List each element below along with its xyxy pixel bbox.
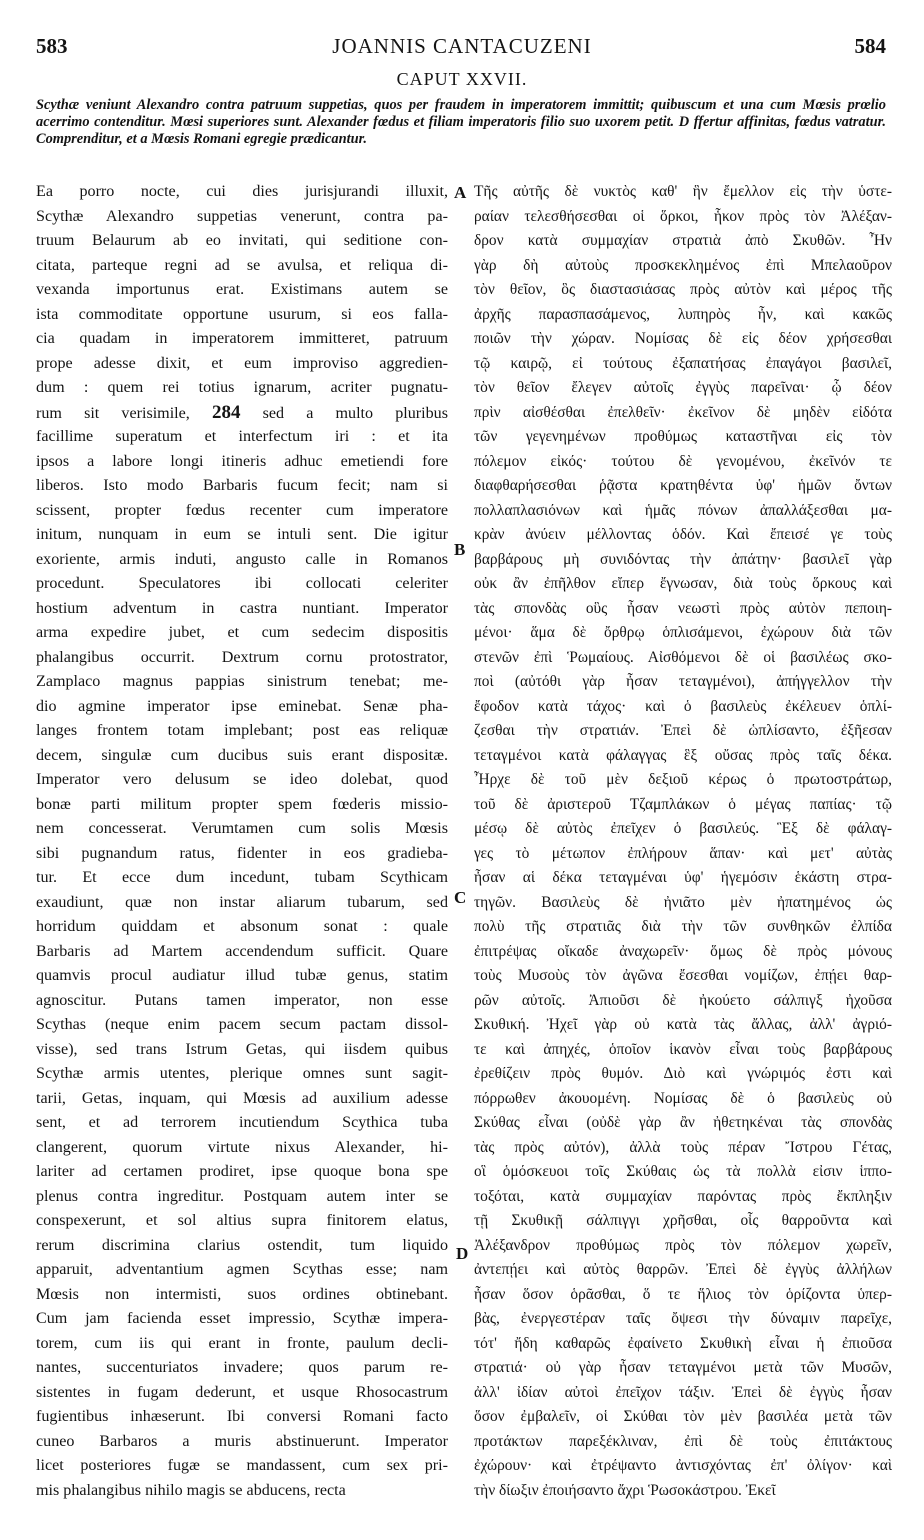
- greek-line: τοξόται, κατὰ συμμαχίαν παρόντας πρὸς ἔκπληξιν: [474, 1187, 892, 1205]
- latin-line: citata, parteque regni ad se avulsa, et reliqua di-: [36, 256, 448, 274]
- latin-line: horridum quiddam et absonum sonat : quale: [36, 918, 448, 935]
- latin-line: plenus contra ingreditur. Postquam autem inter se: [36, 1187, 448, 1205]
- greek-line: τῷ καιρῷ, εἰ τούτους ἐξαπατήσας ἐπαγάγοι βασιλεῖ,: [474, 354, 892, 372]
- greek-line: προτάκτων παρεξέκλιναν, ἐπὶ δὲ τοὺς ἐπιτάκτους: [474, 1432, 892, 1450]
- latin-line: cia quadam in imperatorem immitteret, patruum: [36, 330, 448, 347]
- latin-line: cuneo Barbaros a muris abstinuerunt. Imperator: [36, 1432, 448, 1450]
- latin-line: [36, 401, 448, 426]
- margin-letter-a: A: [454, 183, 467, 202]
- greek-line: τὸν θεῖον ἔλεγεν αὐτοῖς ἐγγὺς παρεῖναι· ᾧ δέον: [474, 379, 892, 396]
- margin-letter-b: B: [454, 540, 466, 559]
- latin-line: Scythas (neque enim pacem secum pactam dissol-: [36, 1016, 448, 1033]
- greek-line: τὴν δίωξιν ἐποιήσαντο ἄχρι Ῥωσοκάστρου. Ἐκεῖ: [474, 1481, 776, 1499]
- latin-line: rerum discrimina clarius ostendit, tum liquido: [36, 1236, 448, 1254]
- latin-line: Barbaris ad Martem accendendum sufficit. Quare: [36, 942, 448, 960]
- latin-line: torem, cum iis qui erant in fronte, paulum decli-: [36, 1334, 448, 1352]
- latin-line: Mœsis non intermisti, suos ordines obtinebant.: [36, 1285, 448, 1303]
- latin-line: nem concesserat. Verumtamen cum solis Mœsis: [36, 820, 448, 837]
- greek-line: τὸν θεῖον, ὃς διαστασιάσας πρὸς αὐτὸν καὶ μέρος τῆς: [474, 281, 892, 298]
- greek-line: ποὶ (αὐτόθι γὰρ ἦσαν τεταγμένοι), ἀπήγγελλον τὴν: [474, 673, 892, 690]
- latin-column: [36, 180, 448, 1503]
- greek-line: τὰς σπονδὰς οὓς ἦσαν νεωστὶ πρὸς αὐτὸν πεποιη-: [474, 599, 892, 617]
- greek-column: [474, 180, 892, 1503]
- latin-line: visse), sed trans Istrum Getas, qui iisdem quibus: [36, 1040, 448, 1058]
- greek-line: τῶν γεγενημένων προθύμως καταστῆναι εἰς τὸν: [474, 428, 892, 445]
- latin-line: lariter ad certamen prodiret, ipse quoque bona spe: [36, 1163, 448, 1180]
- greek-line: ἦσαν ὅσον ὁρᾶσθαι, ὅ τε ἥλιος τὸν ὁρίζοντα ὑπερ-: [474, 1285, 892, 1303]
- greek-line: μένοι· ἅμα δὲ ὄρθρῳ ὁπλισάμενοι, ἐχώρουν διὰ τῶν: [474, 624, 892, 641]
- greek-line: πόρρωθεν ἀκουομένη. Νομίσας δὲ ὁ βασιλεὺς οὐ: [474, 1089, 892, 1107]
- line-text: rum sit verisimile,: [36, 404, 212, 422]
- greek-line: ὅσον ἐμβαλεῖν, οἱ Σκύθαι τὸν μὲν βασιλέα μετὰ τῶν: [474, 1408, 892, 1425]
- greek-line: κρὰν ἀνύειν μέλλοντας ὁδόν. Καὶ ἔπεισέ γε τοὺς: [474, 526, 892, 543]
- latin-line: sistentes in fugam dederunt, et usque Rhosocastrum: [36, 1383, 448, 1401]
- latin-line: dio agmine imperator ipse eminebat. Senæ pha-: [36, 697, 448, 715]
- latin-line: Imperator vero delusum se ideo dolebat, quod: [36, 771, 448, 788]
- latin-line: arma expedire jubet, et cum sedecim dispositis: [36, 624, 448, 641]
- greek-line: διαφθαρήσεσθαι ῥᾷστα κρατηθέντα ὑφ' ἡμῶν ὄντων: [474, 477, 892, 494]
- margin-letter-c: C: [454, 888, 467, 907]
- greek-line: μέσῳ δὲ αὐτὸς ἐπεῖχεν ὁ βασιλεύς. Ἓξ δὲ φάλαγ-: [474, 820, 892, 837]
- latin-line: Cum jam facienda esset impressio, Scythæ impera-: [36, 1310, 448, 1327]
- latin-line: liberos. Isto modo Barbaris fucum fecit; nam si: [36, 477, 448, 494]
- greek-line: πολλαπλασιόνων καὶ ἡμᾶς πόνων ἀπαλλάξεσθαι μα-: [474, 501, 892, 519]
- greek-line: Σκυθική. Ἠχεῖ γὰρ οὐ κατὰ τὰς ἄλλας, ἀλλ' ἀγριό-: [474, 1016, 892, 1033]
- greek-line: ἀλλ' ἰδίαν αὐτοὶ ἐπεῖχον τάξιν. Ἐπεὶ δὲ ἐγγὺς ἦσαν: [474, 1383, 892, 1401]
- greek-line: ἐχώρουν· καὶ ἐτρέψαντο ἀντισχόντας ἐπ' ὀλίγον· καὶ: [474, 1457, 892, 1474]
- greek-line: τε καὶ ἀπηχές, ὁποῖον ἱκανὸν εἶναι τοὺς βαρβάρους: [474, 1040, 892, 1058]
- latin-line: ista commoditate opportune usurum, si eos falla-: [36, 305, 448, 323]
- latin-line: quamvis procul audiatur illud tubæ genus, statim: [36, 967, 448, 984]
- greek-line: Σκύθας εἶναι (οὐδὲ γὰρ ἂν ἠθετηκέναι τὰς σπονδὰς: [474, 1114, 892, 1131]
- greek-line: πρὶν αἰσθέσθαι ἐπελθεῖν· ἐκεῖνον δὲ μηδὲν εἰδότα: [474, 403, 892, 421]
- greek-line: στενῶν ἐπὶ Ῥωμαίους. Αἰσθόμενοι δὲ οἱ βασιλέως σκο-: [474, 648, 892, 666]
- chapter-heading: CAPUT XXVII.: [396, 69, 528, 89]
- latin-line: truum Belaurum ab eo invitati, qui seditione con-: [36, 232, 448, 249]
- greek-line: τὰς πρὸς αὐτόν), ἀλλὰ τοὺς πέραν Ἴστρου Γέτας,: [474, 1138, 892, 1156]
- greek-line: Ἀλέξανδρον προθύμως πρὸς τὸν πόλεμον χωρεῖν,: [474, 1236, 892, 1254]
- latin-line: apparuit, adventantium agmen Scythas esse; nam: [36, 1261, 448, 1278]
- latin-line: facillime superatum et interfectum iri : et ita: [36, 428, 448, 445]
- greek-line: τηγῶν. Βασιλεὺς δὲ ἠνιᾶτο μὲν ἠπατημένος ὡς: [474, 893, 892, 911]
- greek-line: ἐπιτρέψας οἴκαδε ἀναχωρεῖν· ὅμως δὲ πρὸς μόνους: [474, 942, 892, 960]
- greek-line: ποιῶν τὴν χώραν. Νομίσας δὲ εἰς δέον χρήσεσθαι: [474, 330, 892, 347]
- latin-line: procedunt. Speculatores ibi collocati celeriter: [36, 575, 448, 592]
- greek-line: τῇ Σκυθικῇ σάλπιγγι χρῆσθαι, οἷς θαρροῦντα καὶ: [474, 1212, 892, 1229]
- greek-line: γὰρ δὴ αὐτοὺς προσκεκλημένος ἐπὶ Μπελαοῦρον: [474, 256, 892, 274]
- latin-line: initum, nunquam in eum se intuli sent. Die igitur: [36, 526, 448, 543]
- latin-line: bonæ parti militum propter spem fœderis missio-: [36, 795, 448, 813]
- latin-line: nantes, succenturiatos invadere; quos parum re-: [36, 1359, 448, 1376]
- latin-line: licet posteriores fugæ se mandassent, cum sex pri-: [36, 1457, 448, 1474]
- greek-line: ἀντεπῄει καὶ αὐτὸς θαρρῶν. Ἐπεὶ δὲ ἐγγὺς ἀλλήλων: [474, 1261, 892, 1278]
- greek-line: πολὺ τῆς στρατιᾶς διὰ τὴν τῶν συνθηκῶν ἐλπίδα: [474, 918, 892, 935]
- greek-line: τεταγμένοι κατὰ φάλαγγας ἓξ οὔσας πρὸς ταῖς δέκα.: [474, 746, 892, 764]
- greek-line: ραίαν τελεσθήσεσθαι οἱ ὅρκοι, ἧκον πρὸς τὸν Ἀλέξαν-: [474, 207, 892, 225]
- latin-line: tarii, Getas, inquam, qui Mœsis ad auxilium adesse: [36, 1089, 448, 1107]
- latin-line: exoriente, armis induti, angusto calle in Romanos: [36, 550, 448, 568]
- latin-line: dum : quem rei totius ignarum, acriter pugnatu-: [36, 379, 448, 396]
- latin-line: conspexerunt, et sol altius supra finitorem elatus,: [36, 1212, 448, 1229]
- line-text: sed a multo pluribus: [262, 404, 448, 422]
- latin-line: phalangibus occurrit. Dextrum cornu protostrator,: [36, 648, 448, 666]
- latin-line: vexanda importunus erat. Existimans autem se: [36, 281, 448, 298]
- latin-line: clangerent, quorum virtute nixus Alexander, hi-: [36, 1138, 448, 1156]
- greek-line: τοὺς Μυσοὺς τὸν ἀγῶνα ἔσεσθαι νομίζων, ἐπῄει θαρ-: [474, 967, 892, 984]
- greek-line: Ἦρχε δὲ τοῦ μὲν δεξιοῦ κέρως ὁ πρωτοστράτωρ,: [474, 771, 892, 788]
- page-number-right: 584: [854, 34, 886, 58]
- latin-line: scissent, propter fœdus recenter cum imperatore: [36, 501, 448, 519]
- latin-line: langes frontem totam implebant; post eas reliquæ: [36, 722, 448, 739]
- greek-line: πόλεμον εἰκός· τούτου δὲ γενομένου, ἐκεῖνόν τε: [474, 452, 892, 470]
- latin-line: Scythæ armis utentes, plerique omnes sunt sagit-: [36, 1065, 448, 1082]
- latin-line: fugientibus inhæserunt. Ibi conversi Romani facto: [36, 1408, 448, 1425]
- latin-line: Zamplaco magnus pappias sinistrum tenebat; me-: [36, 673, 448, 690]
- running-title: JOANNIS CANTACUZENI: [332, 34, 592, 58]
- greek-line: γες τὸ μέτωπον ἐπλήρουν ἅπαν· καὶ μετ' αὐτὰς: [474, 844, 892, 862]
- greek-line: οἳ ὁμόσκευοι τοῖς Σκύθαις ὡς τὰ πολλὰ εἰσιν ἱππο-: [474, 1163, 892, 1180]
- latin-line: Scythæ Alexandro suppetias venerunt, contra pa-: [36, 207, 448, 225]
- latin-line: Ea porro nocte, cui dies jurisjurandi illuxit,: [36, 183, 448, 200]
- greek-line: στρατιά· οὐ γὰρ ἦσαν τεταγμένοι μετὰ τῶν Μυσῶν,: [474, 1359, 892, 1376]
- latin-line: sent, et ad terrorem incutiendum Scythica tuba: [36, 1114, 448, 1131]
- margin-letter-d: D: [456, 1244, 469, 1263]
- latin-line: sibi pugnandum ratus, fidenter in eos gradieba-: [36, 844, 448, 862]
- greek-line: δρον κατὰ συμμαχίαν στρατιὰ ἀπὸ Σκυθῶν. Ἦν: [474, 232, 892, 249]
- greek-line: Τῆς αὐτῆς δὲ νυκτὸς καθ' ἣν ἔμελλον εἰς τὴν ὑστε-: [474, 183, 892, 200]
- original-page-number: 284: [211, 401, 241, 423]
- greek-line: ἔφοδον κατὰ τάχος· καὶ ὁ βασιλεὺς ἐκέλευεν ὁπλί-: [474, 697, 892, 715]
- greek-line: ἦσαν αἱ δέκα τεταγμέναι ὑφ' ἡγεμόσιν ἑκάστη στρα-: [474, 869, 892, 886]
- greek-line: οὐκ ἂν ἐπῆλθον εἴπερ ἔγνωσαν, διὰ τοὺς ὅρκους καὶ: [474, 575, 892, 592]
- greek-line: ρῶν αὐτοῖς. Ἀπιοῦσι δὲ ἠκούετο σάλπιγξ ἠχοῦσα: [474, 991, 892, 1009]
- latin-line: prope adesse dixit, et eum improviso aggredien-: [36, 354, 448, 372]
- latin-line: ipsos a labore longi itineris adhuc emetiendi fore: [36, 452, 448, 470]
- greek-line: ἐρεθίζειν πρὸς θυμόν. Διὸ καὶ γνώριμός ἐστι καὶ: [474, 1065, 892, 1082]
- greek-line: ζεσθαι τὴν στρατιάν. Ἐπεὶ δὲ ὡπλίσαντο, ἐξῆεσαν: [474, 722, 892, 739]
- latin-line: exaudiunt, quæ non instar aliarum tubarum, sed: [36, 893, 448, 911]
- greek-line: βαρβάρους μὴ συνιδόντας τὴν ἀπάτην· βασιλεῖ γὰρ: [474, 550, 892, 568]
- page-number-left: 583: [36, 34, 68, 58]
- greek-line: τοῦ δὲ ἀριστεροῦ Τζαμπλάκων ὁ μέγας παπίας· τῷ: [474, 795, 892, 813]
- latin-line: agnoscitur. Putans tamen imperator, non esse: [36, 991, 448, 1009]
- chapter-summary: Scythæ veniunt Alexandro contra patruum suppetias, quos per fraudem in imperatorem immittit; quibuscum et una cum Mœsis prœlio acerrimo contenditur. Mœsi superiores sunt. Alexander fœdus et filiam imperatoris filio suo uxorem petit. D ffertur affinitas, fœdus vatratur. Comprenditur, et a Mœsis Romani egregie prædicantur.: [36, 97, 886, 147]
- greek-line: βὰς, ἐνεργεστέραν ταῖς ὄψεσι τὴν δύναμιν παρεῖχε,: [474, 1310, 892, 1327]
- running-head: [0, 34, 924, 64]
- greek-line: ἀρχῆς παρασπασάμενος, λυπηρὸς ἦν, καὶ κακῶς: [474, 305, 892, 323]
- greek-line: τότ' ἤδη καθαρῶς ἐφαίνετο Σκυθικὴ εἶναι ἡ ἐπιοῦσα: [474, 1334, 892, 1352]
- latin-line: tur. Et ecce dum incedunt, tubam Scythicam: [36, 869, 448, 886]
- latin-line: decem, singulæ cum ducibus suis erant dispositæ.: [36, 746, 448, 764]
- latin-line: mis phalangibus nihilo magis se abducens, recta: [36, 1481, 346, 1499]
- latin-line: hostium adventum in castra nuntiant. Imperator: [36, 599, 448, 617]
